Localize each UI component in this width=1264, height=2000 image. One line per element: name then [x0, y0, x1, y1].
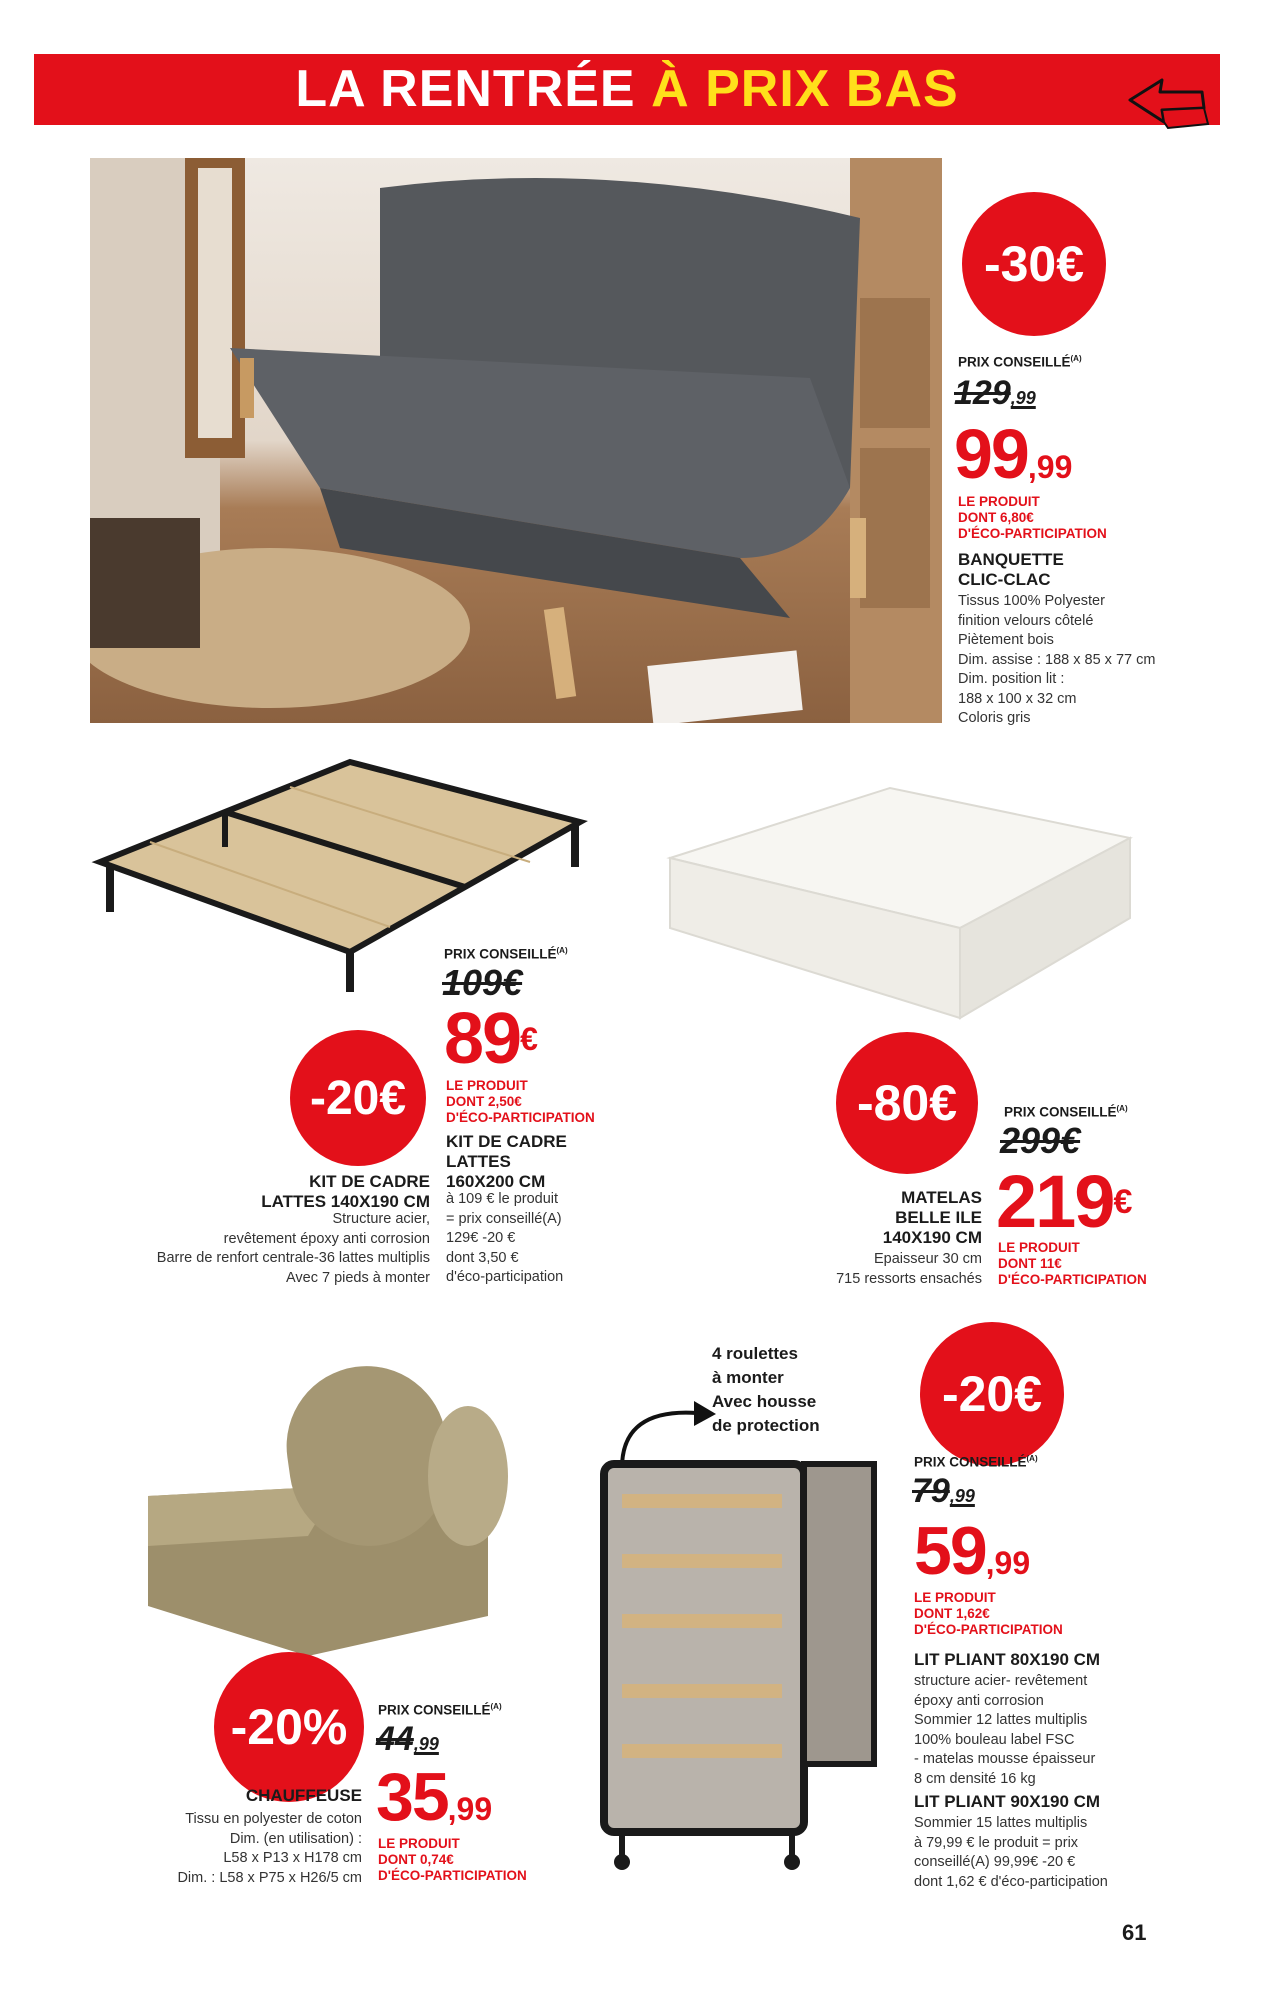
- product-name-matelas: MATELAS BELLE ILE 140X190 CM: [882, 1188, 982, 1247]
- banner-title-part2: À PRIX BAS: [651, 60, 959, 118]
- discount-badge-lit-pliant: -20€: [920, 1322, 1064, 1466]
- banner-title: [34, 54, 1220, 125]
- prix-conseille-label-matelas: PRIX $CONSEILLÉ^{(A)}$: [1004, 1104, 1128, 1120]
- old-price-kit: 109€: [442, 962, 523, 1003]
- price-kit: 89€: [444, 999, 538, 1079]
- chauffeuse-image: [138, 1356, 518, 1666]
- eco-participation-banquette: LE PRODUIT DONT 6,80€ D'ÉCO-PARTICIPATION: [958, 494, 1107, 541]
- price-matelas: 219€: [996, 1160, 1133, 1243]
- prix-conseille-label-kit: PRIX $CONSEILLÉ^{(A)}$: [444, 946, 568, 962]
- product-desc-kit-160: à 109 € le produit = prix conseillé(A) 129€ -20 € dont 3,50 € d'éco-participation: [446, 1191, 564, 1285]
- old-price-chauffeuse: 44,99: [376, 1720, 439, 1758]
- sofa-photo: [90, 158, 942, 723]
- price-chauffeuse: 35,99: [376, 1759, 493, 1835]
- prix-conseille-label-lit: PRIX $CONSEILLÉ^{(A)}$: [914, 1454, 1038, 1470]
- product-name-kit-140: KIT DE CADRE LATTES 140X190 CM: [261, 1172, 430, 1211]
- product-desc-chauffeuse: Tissu en polyester de coton Dim. (en utilisation) : L58 x P13 x H178 cm Dim. : L58 x P75 x H26/5 cm: [177, 1811, 362, 1886]
- banner-title-part1: LA RENTRÉE: [295, 60, 652, 118]
- lit-pliant-callout: 4 roulettes à monter Avec housse de protection: [712, 1344, 820, 1435]
- arrow-icon: [1122, 78, 1212, 133]
- old-price-lit: 79,99: [912, 1472, 975, 1510]
- page-number: 61: [1122, 1920, 1147, 1945]
- product-desc-lit-80: structure acier- revêtement époxy anti corrosion Sommier 12 lattes multiplis 100% bouleau label FSC - matelas mousse épaisseur 8 cm densité 16 kg: [914, 1673, 1096, 1787]
- mattress-image: [660, 778, 1140, 1030]
- product-name-kit-160: KIT DE CADRE LATTES 160X200 CM: [446, 1132, 567, 1191]
- old-price-matelas: 299€: [1000, 1120, 1081, 1161]
- product-desc-matelas: Epaisseur 30 cm 715 ressorts ensachés: [836, 1251, 982, 1287]
- eco-participation-chauffeuse: LE PRODUIT DONT 0,74€ D'ÉCO-PARTICIPATION: [378, 1836, 527, 1883]
- folding-bed-image: [592, 1454, 892, 1874]
- product-name-lit-90: LIT PLIANT 90X190 CM: [914, 1792, 1101, 1811]
- prix-conseille-label: PRIX $CONSEILLÉ^{(A)}$: [958, 354, 1082, 370]
- eco-participation-lit: LE PRODUIT DONT 1,62€ D'ÉCO-PARTICIPATION: [914, 1590, 1063, 1637]
- product-desc-lit-90: Sommier 15 lattes multiplis à 79,99 € le produit = prix conseillé(A) 99,99€ -20 € dont 1,62 € d'éco-participation: [914, 1815, 1108, 1890]
- old-price-banquette: 129,99: [954, 374, 1036, 412]
- discount-badge-kit: -20€: [290, 1030, 426, 1166]
- discount-badge-chauffeuse: -20%: [214, 1652, 364, 1802]
- eco-participation-kit: LE PRODUIT DONT 2,50€ D'ÉCO-PARTICIPATION: [446, 1078, 595, 1125]
- product-name-chauffeuse: CHAUFFEUSE: [245, 1786, 362, 1805]
- product-desc-kit-140: Structure acier, revêtement époxy anti corrosion Barre de renfort centrale-36 lattes multiplis Avec 7 pieds à monter: [156, 1211, 430, 1286]
- discount-badge-matelas: -80€: [836, 1032, 978, 1174]
- price-banquette: 99,99: [954, 415, 1073, 493]
- discount-badge-banquette: -30€: [962, 192, 1106, 336]
- eco-participation-matelas: LE PRODUIT DONT 11€ D'ÉCO-PARTICIPATION: [998, 1240, 1147, 1287]
- price-lit: 59,99: [914, 1513, 1031, 1589]
- product-desc-banquette: Tissus 100% Polyester finition velours côtelé Piètement bois Dim. assise : 188 x 85 x 77 cm Dim. position lit : 188 x 100 x 32 cm Coloris gris: [958, 593, 1156, 726]
- product-name-banquette: BANQUETTE CLIC-CLAC: [958, 550, 1064, 589]
- prix-conseille-label-chauffeuse: PRIX $CONSEILLÉ^{(A)}$: [378, 1702, 502, 1718]
- product-name-lit-80: LIT PLIANT 80X190 CM: [914, 1650, 1101, 1669]
